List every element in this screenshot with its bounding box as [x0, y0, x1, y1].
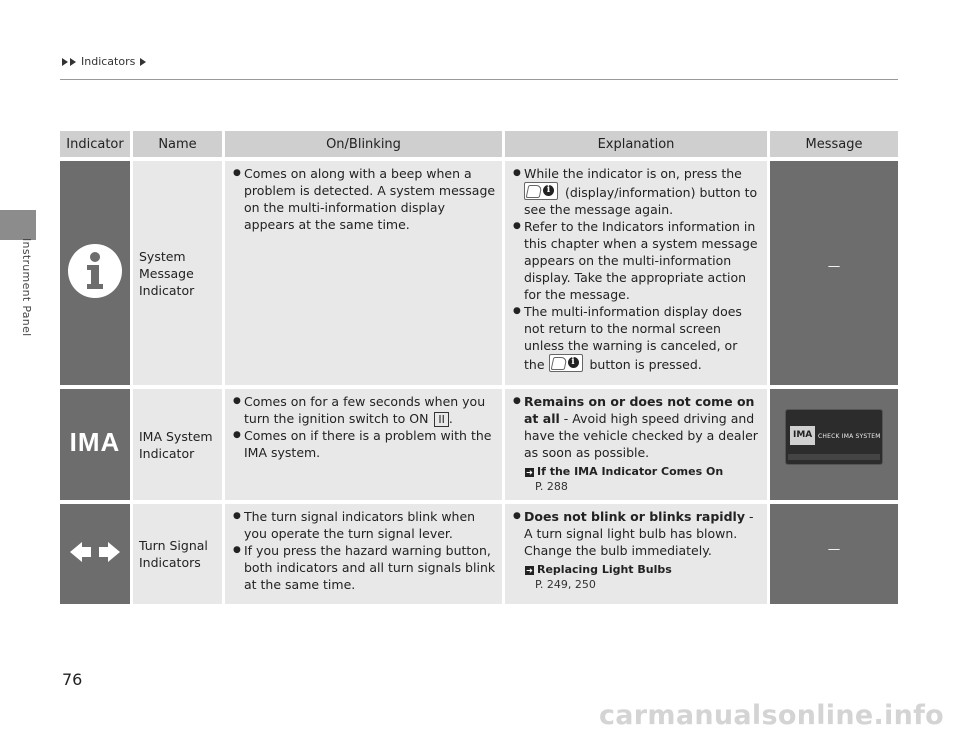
ima-screen-bar	[788, 454, 880, 460]
ima-icon: IMA	[69, 427, 121, 457]
xref-page: P. 288	[535, 480, 568, 493]
breadcrumb-arrow-icon	[140, 58, 146, 66]
list-item: ● Comes on along with a beep when a problem is detected. A system message on the multi-information display appears at the same time.	[231, 165, 496, 233]
name-line: Indicator	[139, 282, 195, 298]
message-cell	[770, 500, 898, 604]
no-message-dash: —	[827, 541, 841, 556]
on-blinking-cell	[225, 500, 505, 604]
section-tab-marker	[0, 210, 36, 240]
name-cell	[133, 157, 225, 385]
ima-screen-tag: IMA	[790, 426, 815, 445]
breadcrumb-item[interactable]: Indicators	[81, 55, 136, 68]
name-cell	[133, 385, 225, 500]
name-line: System	[139, 248, 186, 264]
indicator-cell	[60, 157, 133, 385]
header-indicator: Indicator	[60, 131, 133, 157]
list-item: ● Does not blink or blinks rapidly - A turn signal light bulb has blown. Change the bulb immediately.	[511, 508, 761, 559]
indicators-table	[60, 131, 898, 604]
header-explanation: Explanation	[505, 131, 770, 157]
on-blinking-cell	[225, 385, 505, 500]
list-item: ● While the indicator is on, press the i (display/information) button to see the message again.	[511, 165, 761, 218]
explanation-cell	[505, 385, 770, 500]
message-cell	[770, 157, 898, 385]
no-message-dash: —	[827, 258, 841, 273]
cross-reference[interactable]: ➜ Replacing Light Bulbs P. 249, 250	[526, 563, 672, 591]
ima-screen-text: CHECK IMA SYSTEM	[818, 433, 881, 440]
header-message: Message	[770, 131, 898, 157]
header-name: Name	[133, 131, 225, 157]
list-item: ● The turn signal indicators blink when you operate the turn signal lever.	[231, 508, 496, 542]
breadcrumb	[62, 55, 146, 68]
name-line: IMA System	[139, 428, 213, 444]
indicator-cell	[60, 385, 133, 500]
xref-page: P. 249, 250	[535, 578, 596, 591]
page-number: 76	[62, 670, 83, 689]
list-item: ● The multi-information display does not return to the normal screen unless the warning is canceled, or the i button is pressed.	[511, 303, 761, 373]
table-row	[60, 385, 898, 500]
name-line: Turn Signal	[139, 538, 208, 553]
message-cell	[770, 385, 898, 500]
breadcrumb-arrow-icon	[70, 58, 76, 66]
watermark: carmanualsonline.info	[598, 700, 944, 731]
ima-message-screen	[785, 409, 883, 465]
table-row	[60, 500, 898, 604]
display-info-button-icon: i	[549, 354, 583, 372]
name-line: Indicator	[139, 445, 195, 461]
table-row	[60, 157, 898, 385]
list-item: ● If you press the hazard warning button, both indicators and all turn signals blink at the same time.	[231, 542, 496, 593]
header-on-blinking: On/Blinking	[225, 131, 505, 157]
xref-arrow-icon: ➜	[526, 468, 533, 477]
display-info-button-icon: i	[524, 182, 558, 200]
turn-signal-arrows-icon	[68, 541, 122, 563]
xref-arrow-icon: ➜	[526, 566, 533, 575]
explanation-cell	[505, 157, 770, 385]
breadcrumb-arrow-icon	[62, 58, 68, 66]
explanation-cell	[505, 500, 770, 604]
cross-reference[interactable]: ➜ If the IMA Indicator Comes On P. 288	[526, 465, 724, 493]
info-i-icon	[66, 242, 124, 300]
list-item: ● Refer to the Indicators information in this chapter when a system message appears on the multi-information display. Take the appropriate action for the message.	[511, 218, 761, 303]
ignition-switch-position: II	[434, 412, 449, 427]
list-item: ● Comes on if there is a problem with the IMA system.	[231, 427, 496, 461]
header-rule	[60, 79, 898, 80]
indicator-cell	[60, 500, 133, 604]
section-label: Instrument Panel	[20, 238, 33, 337]
table-header-row	[60, 131, 898, 157]
list-item: ● Comes on for a few seconds when you turn the ignition switch to ON II .	[231, 393, 496, 427]
on-blinking-cell	[225, 157, 505, 385]
name-line: Message	[139, 265, 194, 281]
list-item: ● Remains on or does not come on at all - Avoid high speed driving and have the vehicle checked by a dealer as soon as possible.	[511, 393, 761, 461]
name-line: Indicators	[139, 555, 201, 570]
name-cell	[133, 500, 225, 604]
